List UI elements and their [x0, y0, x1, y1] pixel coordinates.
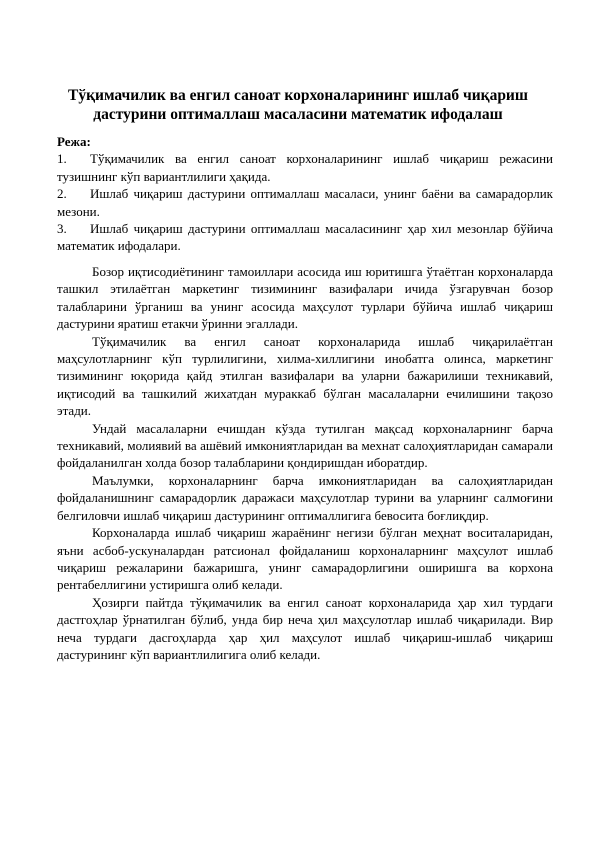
plan-section	[57, 133, 553, 255]
plan-item-text: Ишлаб чиқариш дастурини оптималлаш масаласи, унинг баёни ва самарадорлик мезони.	[57, 186, 553, 219]
paragraph: Бозор иқтисодиётининг тамоиллари асосида иш юритишга ўтаётган корхоналарда ташкил этилаётган маркетинг тизимининг вазифалари ичида ўзгарувчан бозор талабларини ўрганиш ва унинг асосида маҳсулот турлари бўйича ишлаб чиқариш дастурини яратиш етакчи ўринни эгаллади.	[57, 264, 553, 332]
plan-item-number: 1.	[57, 151, 67, 167]
body-text	[57, 263, 553, 663]
plan-heading: Режа:	[57, 134, 91, 149]
plan-item-number: 3.	[57, 221, 67, 237]
plan-item	[57, 220, 553, 255]
plan-item-text: Тўқимачилик ва енгил саноат корхоналарининг ишлаб чиқариш режасини тузишнинг кўп вариантлилиги ҳақида.	[57, 151, 553, 184]
document-title: Тўқимачилик ва енгил саноат корхоналарининг ишлаб чиқариш дастурини оптималлаш масаласини математик ифодалаш	[68, 87, 528, 123]
paragraph: Маълумки, корхоналарнинг барча имкониятларидан ва салоҳиятларидан фойдаланишнинг самарадорлик даражаси маҳсулотлар турини ва уларнинг салмоғини белгиловчи ишлаб чиқариш дастурининг оптималлигига бевосита боғлиқдир.	[57, 472, 553, 523]
plan-item	[57, 185, 553, 220]
paragraph: Тўқимачилик ва енгил саноат корхоналарида ишлаб чиқарилаётган маҳсулотларнинг кўп турлилигини, хилма-хиллигини инобатга олинса, маркетинг тизимининг юқорида қайд этилган вазифалари ва уларни бажарилиши техникавий, иқтисодий ва ташкилий жихатдан мураккаб бўлган масалаларни ечилишини тақозо этади.	[57, 333, 553, 419]
paragraph: Ундай масалаларни ечишдан кўзда тутилган мақсад корхоналарнинг барча техникавий, молиявий ва ашёвий имкониятларидан ва мехнат салоҳиятларидан самарали фойдаланилган холда бозор талабларини қондиришдан иборатдир.	[57, 420, 553, 471]
plan-item	[57, 150, 553, 185]
plan-item-text: Ишлаб чиқариш дастурини оптималлаш масаласининг ҳар хил мезонлар бўйича математик ифодалари.	[57, 221, 553, 254]
paragraph: Корхоналарда ишлаб чиқариш жараёнинг негизи бўлган меҳнат воситаларидан, яъни асбоб-ускуналардан ратсионал фойдаланиш корхоналарнинг маҳсулот ишлаб чиқариш режаларини бажаришга, унинг самарадорлигини оширишга ва корхона рентабеллигини устиришга олиб келади.	[57, 525, 553, 593]
plan-item-number: 2.	[57, 186, 67, 202]
paragraph: Ҳозирги пайтда тўқимачилик ва енгил саноат корхоналарида ҳар хил турдаги дастгоҳлар ўрнатилган бўлиб, унда бир неча ҳил маҳсулотлар ишлаб чиқарилади. Вир неча турдаги дасгоҳларда ҳар ҳил маҳсулот ишлаб чиқариш-ишлаб чиқариш дастурининг кўп вариантлилигига олиб келади.	[57, 594, 553, 662]
